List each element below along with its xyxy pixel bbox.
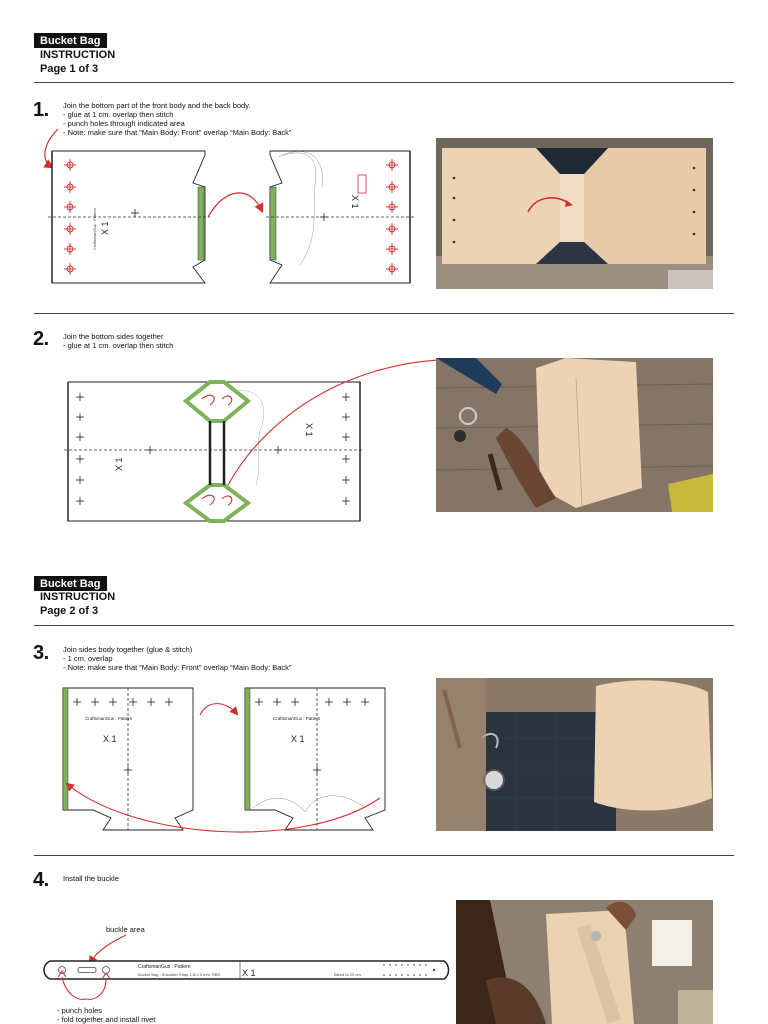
header-divider <box>34 82 734 83</box>
note-line: - fold together and install rivet <box>57 1015 156 1024</box>
doc-title: INSTRUCTION <box>40 591 116 603</box>
step-number: 3. <box>33 642 49 664</box>
instruction-line: Join the bottom sides together <box>63 332 164 341</box>
instruction-line: - 1 cm. overlap <box>63 654 113 663</box>
strap-note: Bleed to 20 cm. <box>334 972 362 977</box>
step3-photo <box>436 678 713 831</box>
step4-photo <box>456 900 713 1024</box>
instruction-line: - glue at 1 cm. overlap then stitch <box>63 110 174 119</box>
instruction-line: Join the bottom part of the front body and the back body. <box>63 101 251 110</box>
quantity-label: X 1 <box>103 734 117 744</box>
page-indicator: Page 2 of 3 <box>40 605 99 617</box>
buckle-area-label: buckle area <box>106 925 145 934</box>
instruction-line: - punch holes through indicated area <box>63 119 185 128</box>
instruction-line: - Note: make sure that “Main Body: Front” overlap “Main Body: Back” <box>63 128 292 137</box>
step1-photo <box>436 138 713 289</box>
doc-badge: Bucket Bag <box>34 33 107 48</box>
step-number: 4. <box>33 869 49 891</box>
pattern-label: CraftsmanGus : Pattern <box>273 716 321 721</box>
instruction-line: Install the buckle <box>63 874 119 883</box>
step-instructions <box>63 645 291 672</box>
quantity-label: X 1 <box>242 968 256 978</box>
step2-photo <box>436 358 713 512</box>
pattern-label: CraftsmanGus : Pattern <box>92 207 97 250</box>
pattern-diagram-step3 <box>55 680 395 845</box>
pattern-label: CraftsmanGus : Pattern <box>138 964 191 970</box>
quantity-label: X 1 <box>304 423 314 437</box>
quantity-label: X 1 <box>100 221 110 235</box>
strap-info: Bucket Bag : Shoulder Strap 1.8-2.0 mm. RBC <box>138 972 221 977</box>
doc-badge: Bucket Bag <box>34 576 107 591</box>
instruction-line: - Note: make sure that “Main Body: Front” overlap “Main Body: Back” <box>63 663 292 672</box>
quantity-label: X 1 <box>350 195 360 209</box>
instruction-line: - glue at 1 cm. overlap then stitch <box>63 341 174 350</box>
quantity-label: X 1 <box>114 457 124 471</box>
section-divider <box>34 313 734 314</box>
step-number: 2. <box>33 328 49 350</box>
note-line: - punch holes <box>57 1006 103 1015</box>
page-indicator: Page 1 of 3 <box>40 63 99 75</box>
quantity-label: X 1 <box>291 734 305 744</box>
section-divider <box>34 855 734 856</box>
step-number: 1. <box>33 99 49 121</box>
doc-title: INSTRUCTION <box>40 49 116 61</box>
pattern-label: CraftsmanGus : Pattern <box>85 716 133 721</box>
header-divider <box>34 625 734 626</box>
step4-notes <box>57 1006 155 1024</box>
instruction-line: Join sides body together (glue & stitch) <box>63 645 193 654</box>
pattern-diagram-step1 <box>30 125 420 295</box>
